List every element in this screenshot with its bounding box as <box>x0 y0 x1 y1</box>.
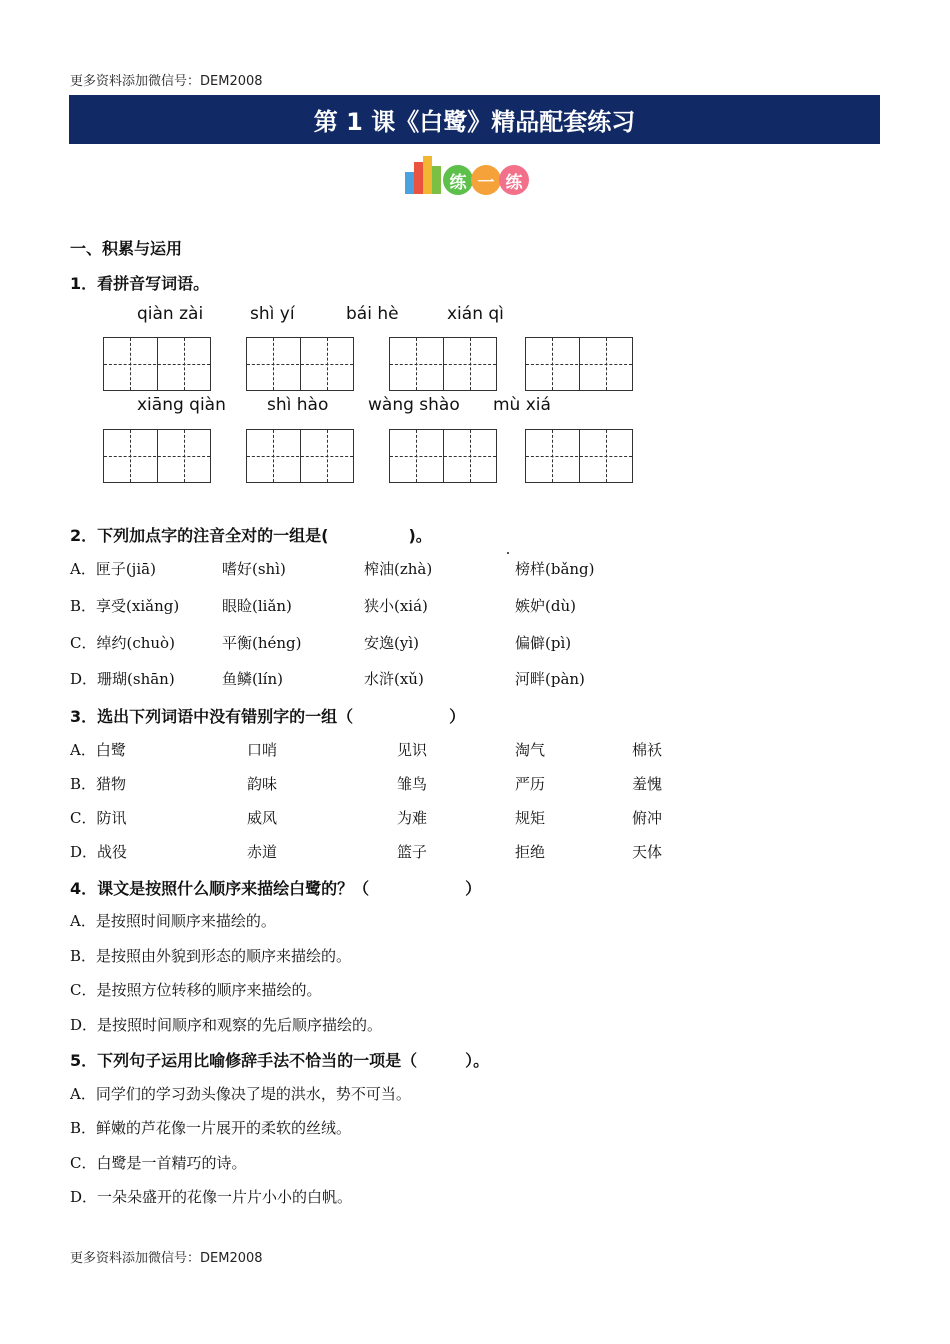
section-heading: 一、积累与运用 <box>70 239 183 258</box>
pinyin-label: wàng shào <box>368 395 460 415</box>
q4-option[interactable]: B．是按照由外貌到形态的顺序来描绘的。 <box>70 947 352 965</box>
q3-title: 3．选出下列词语中没有错别字的一组（ ） <box>70 707 466 726</box>
q4-option[interactable]: A．是按照时间顺序来描绘的。 <box>70 912 276 930</box>
practice-logo <box>403 152 533 198</box>
q3-option-item: 雏鸟 <box>397 775 428 793</box>
q5-option[interactable]: C．白鹭是一首精巧的诗。 <box>70 1154 247 1172</box>
q3-option-item: 韵味 <box>247 775 278 793</box>
building-icon <box>432 166 441 194</box>
pinyin-label: mù xiá <box>493 395 551 415</box>
writing-grid[interactable] <box>246 429 354 483</box>
q2-option-item: 平衡(héng) <box>222 634 302 652</box>
emphasis-dot <box>507 552 509 554</box>
writing-grid[interactable] <box>103 337 211 391</box>
q2-title: 2．下列加点字的注音全对的一组是( )。 <box>70 526 432 545</box>
header-note: 更多资料添加微信号：DEM2008 <box>70 74 263 89</box>
pinyin-label: qiàn zài <box>137 304 204 324</box>
q2-option-item: 眼睑(liǎn) <box>222 597 292 615</box>
q3-option-item: 羞愧 <box>632 775 663 793</box>
writing-grid[interactable] <box>525 337 633 391</box>
q3-option-item: 规矩 <box>515 809 546 827</box>
q3-option-item: 棉袄 <box>632 741 663 759</box>
writing-grid[interactable] <box>246 337 354 391</box>
q2-option[interactable]: C．绰约(chuò) <box>70 634 175 652</box>
q3-option[interactable]: B．猎物 <box>70 775 127 793</box>
logo-char-1: 练 <box>443 165 473 195</box>
pinyin-label: xián qì <box>447 304 504 324</box>
q2-option-item: 鱼鳞(lín) <box>222 670 283 688</box>
writing-grid[interactable] <box>389 337 497 391</box>
page-title: 第 1 课《白鹭》精品配套练习 <box>313 108 636 136</box>
q2-option-item: 偏僻(pì) <box>515 634 572 652</box>
q5-option[interactable]: B．鲜嫩的芦花像一片展开的柔软的丝绒。 <box>70 1119 352 1137</box>
pinyin-label: shì yí <box>250 304 295 324</box>
q4-option[interactable]: D．是按照时间顺序和观察的先后顺序描绘的。 <box>70 1016 383 1034</box>
q3-option-item: 拒绝 <box>515 843 546 861</box>
q3-option-item: 天体 <box>632 843 663 861</box>
q3-option-item: 为难 <box>397 809 428 827</box>
q2-option-item: 安逸(yì) <box>364 634 419 652</box>
q3-option-item: 赤道 <box>247 843 278 861</box>
pinyin-label: xiāng qiàn <box>137 395 226 415</box>
building-icon <box>423 156 432 194</box>
q3-option-item: 俯冲 <box>632 809 663 827</box>
title-banner <box>69 95 880 144</box>
q4-option[interactable]: C．是按照方位转移的顺序来描绘的。 <box>70 981 322 999</box>
q1-title: 1．看拼音写词语。 <box>70 274 210 293</box>
q3-option-item: 篮子 <box>397 843 428 861</box>
q4-title: 4．课文是按照什么顺序来描绘白鹭的？（ ） <box>70 879 482 898</box>
q2-option-item: 水浒(xǔ) <box>364 670 424 688</box>
q3-option[interactable]: C．防讯 <box>70 809 127 827</box>
q2-option-item: 嫉妒(dù) <box>515 597 576 615</box>
q2-option[interactable]: D．珊瑚(shān) <box>70 670 175 688</box>
q3-option-item: 严历 <box>515 775 546 793</box>
q2-option[interactable]: A．匣子(jiā) <box>70 560 156 578</box>
writing-grid[interactable] <box>103 429 211 483</box>
q3-option[interactable]: D．战役 <box>70 843 128 861</box>
q3-option-item: 淘气 <box>515 741 546 759</box>
q3-option[interactable]: A．白鹭 <box>70 741 126 759</box>
writing-grid[interactable] <box>525 429 633 483</box>
q3-option-item: 威风 <box>247 809 278 827</box>
logo-char-3: 练 <box>499 165 529 195</box>
q3-option-item: 口哨 <box>247 741 278 759</box>
pinyin-label: bái hè <box>346 304 399 324</box>
q2-option-item: 狭小(xiá) <box>364 597 428 615</box>
q5-option[interactable]: D．一朵朵盛开的花像一片片小小的白帆。 <box>70 1188 353 1206</box>
q5-option[interactable]: A．同学们的学习劲头像决了堤的洪水，势不可当。 <box>70 1085 411 1103</box>
q2-option[interactable]: B．享受(xiǎng) <box>70 597 180 615</box>
building-icon <box>414 162 423 194</box>
footer-note: 更多资料添加微信号：DEM2008 <box>70 1251 263 1266</box>
q2-option-item: 榜样(bǎng) <box>515 560 595 578</box>
q2-option-item: 河畔(pàn) <box>515 670 585 688</box>
q2-option-item: 榨油(zhà) <box>364 560 433 578</box>
q5-title: 5．下列句子运用比喻修辞手法不恰当的一项是（ ）。 <box>70 1051 490 1070</box>
q2-option-item: 嗜好(shì) <box>222 560 286 578</box>
q3-option-item: 见识 <box>397 741 428 759</box>
pinyin-label: shì hào <box>267 395 329 415</box>
logo-char-2: 一 <box>471 165 501 195</box>
building-icon <box>405 172 414 194</box>
writing-grid[interactable] <box>389 429 497 483</box>
